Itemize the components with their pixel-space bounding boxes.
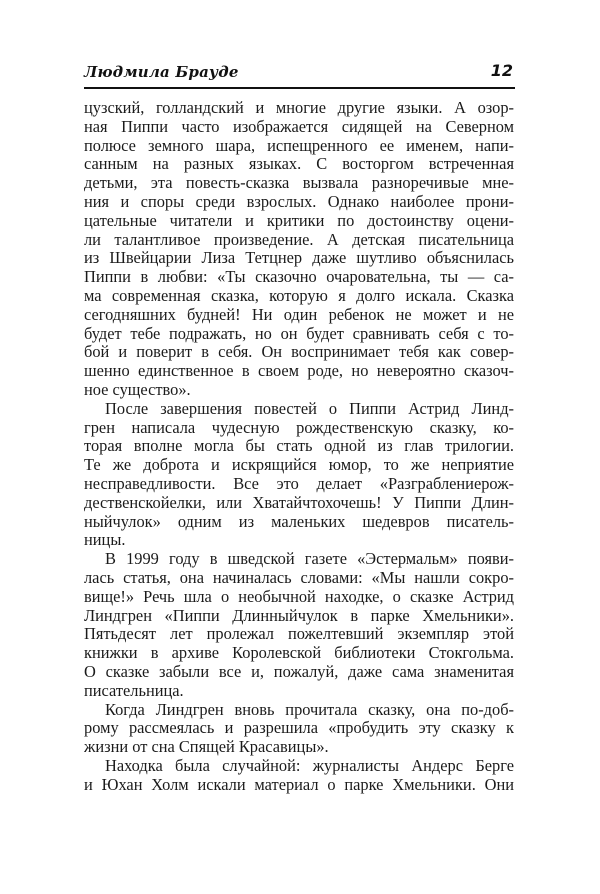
text-line: ное существо». (84, 380, 191, 399)
text-line: цузский, голландский и многие другие языки. А озор- (84, 99, 514, 117)
text-line: жизни от сна Спящей Красавицы». (84, 738, 329, 757)
text-line: писательница. (84, 681, 184, 700)
header-rule (84, 87, 515, 89)
page-number: 12 (490, 61, 513, 80)
text-line: лась статья, она начиналась словами: «Мы нашли сокро- (84, 568, 514, 587)
text-line: ницы. (84, 531, 126, 550)
text-line: Линдгрен «Пиппи Длинныйчулок в парке Хмельники». (84, 606, 514, 625)
text-line: бой и поверит в себя. Он воспринимает тебя как совер- (84, 343, 514, 362)
text-line: полюсе земного шара, испещренного ее именем, напи- (84, 136, 514, 155)
text-line: и Юхан Холм искали материал о парке Хмельники. Они (84, 775, 514, 794)
text-line: книжки в архиве Королевской библиотеки Стокгольма. (84, 644, 514, 663)
text-line: ли талантливое произведение. А детская писательница (84, 230, 514, 249)
text-line: ма современная сказка, которую я долго искала. Сказка (84, 286, 514, 305)
text-line: ния и споры среди взрослых. Однако наиболее прони- (84, 192, 514, 211)
text-line: цательные читатели и критики по достоинству оцени- (84, 211, 514, 230)
running-head-author: Людмила Брауде (84, 63, 239, 81)
text-line: Когда Линдгрен вновь прочитала сказку, она по-доб- (105, 700, 514, 719)
running-head (84, 62, 515, 86)
text-line: будет тебе подражать, но он будет сравнивать себя с то- (84, 324, 514, 343)
text-line: О сказке забыли все и, пожалуй, даже сама знаменитая (84, 662, 514, 681)
text-line: дественскойелки, или Хватайчтохочешь! У Пиппи Длин- (84, 493, 514, 512)
text-line: сегодняшних будней! Ни один ребенок не может и не (84, 305, 514, 324)
text-line: грен написала чудесную рождественскую сказку, ко- (84, 418, 514, 437)
text-line: Пиппи в любви: «Ты сказочно очаровательна, ты — са- (84, 268, 514, 287)
text-line: санным на разных языках. С восторгом встреченная (84, 155, 514, 174)
text-line: Те же доброта и искрящийся юмор, то же неприятие (84, 456, 514, 475)
text-line: из Швейцарии Лиза Тетцнер даже шутливо объяснилась (84, 249, 514, 268)
text-line: Находка была случайной: журналисты Андерс Берге (105, 756, 514, 775)
text-line: Пятьдесят лет пролежал пожелтевший экземпляр этой (84, 625, 514, 644)
text-line: рому рассмеялась и разрешила «пробудить эту сказку к (84, 719, 514, 738)
text-line: После завершения повестей о Пиппи Астрид Линд- (105, 399, 514, 418)
text-line: торая вполне могла бы стать одной из глав трилогии. (84, 437, 514, 456)
text-line: В 1999 году в шведской газете «Эстермальм» появи- (105, 550, 514, 569)
text-line: несправедливости. Все это делает «Разграблениерож- (84, 474, 514, 493)
body-text (84, 99, 514, 794)
text-line: ныйчулок» одним из маленьких шедевров писатель- (84, 512, 514, 531)
text-line: ная Пиппи часто изображается сидящей на Северном (84, 117, 514, 136)
text-line: шенно единственное в своем роде, но невероятно сказоч- (84, 362, 514, 381)
text-line: детьми, эта повесть-сказка вызвала разноречивые мне- (84, 174, 514, 193)
text-line: вище!» Речь шла о необычной находке, о сказке Астрид (84, 587, 514, 606)
